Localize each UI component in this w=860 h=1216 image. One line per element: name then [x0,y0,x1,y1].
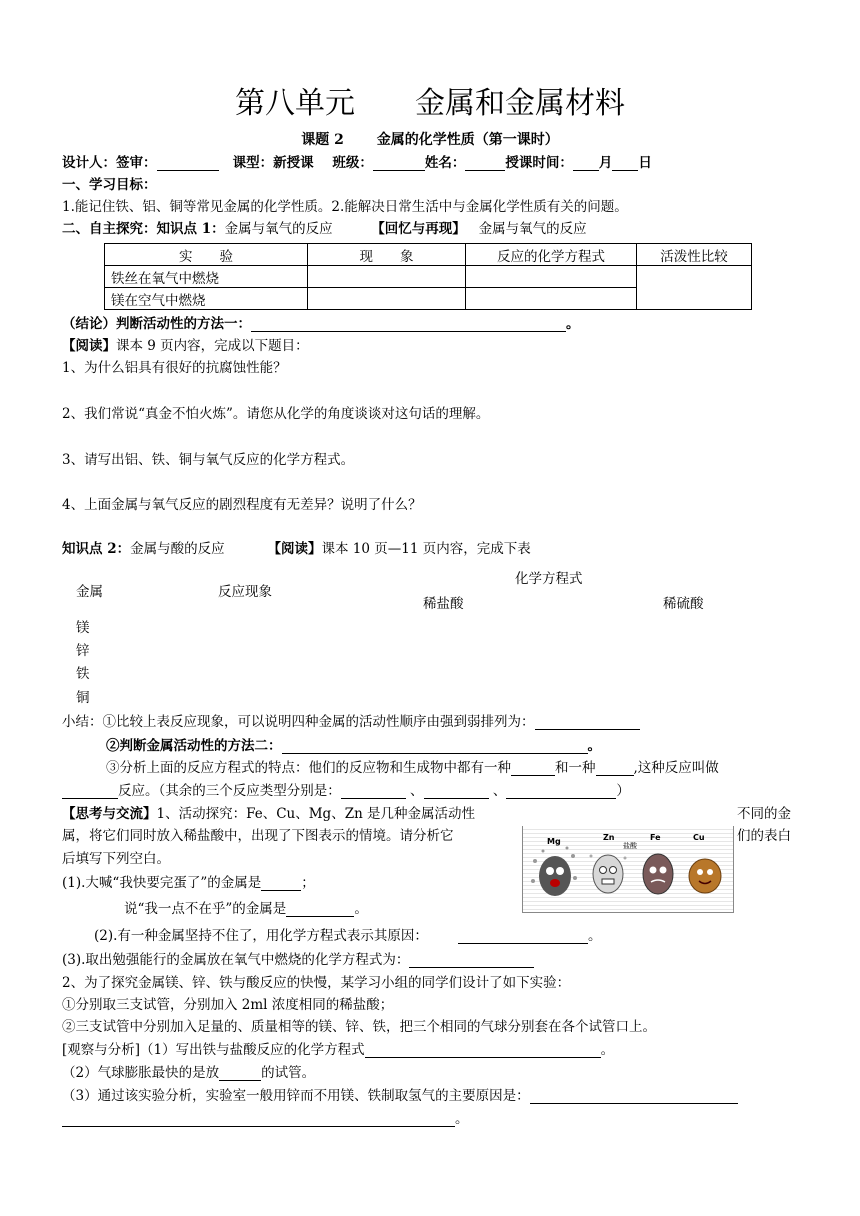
think-q3-text: (3).取出勉强能行的金属放在氧气中燃烧的化学方程式为： [62,952,410,968]
cell-mg-phenomenon[interactable] [308,288,466,310]
th-phenomenon: 现 象 [308,244,466,266]
sep-1: 、 [410,783,424,799]
summary-3a: ③分析上面的反应方程式的特点：他们的反应物和生成物中都有一种 [106,760,511,776]
exp2-q2a: （2）气球膨胀最快的是放 [62,1065,220,1081]
exp2-q3-end: 。 [455,1111,469,1127]
objectives-heading: 一、学习目标： [62,177,157,193]
metal-cu: 铜 [76,690,90,706]
summary-3b: 和一种 [555,760,596,776]
exp2-q2 [62,1065,315,1081]
exp2-q1 [62,1042,614,1058]
metal-mg: 镁 [76,620,90,636]
conclusion-label: （结论）判断活动性的方法一： [62,316,251,332]
th-dilute-h2so4: 稀硫酸 [663,596,704,612]
row-iron: 铁丝在氧气中燃烧 [105,266,308,288]
think-line1 [62,806,475,822]
exp2-q3-blank2[interactable] [62,1112,455,1127]
think-line1-text: 1、活动探究：Fe、Cu、Mg、Zn 是几种金属活动性 [156,806,476,822]
exp2-q1-end: 。 [600,1042,615,1058]
metal-zn: 锌 [76,643,90,659]
oxygen-reaction-table [104,243,752,310]
recall-label: 【回忆与再现】 [371,221,466,237]
summary-4-end: ） [616,783,630,799]
course-type: 课型：新授课 [232,155,314,171]
exp2-q3 [62,1088,738,1104]
conclusion-line: （结论）判断活动性的方法一： 。 [62,316,580,332]
label-acid: 盐酸 [623,842,637,850]
think-line3: 后填写下列空白。 [62,851,170,867]
th-reaction-phenomenon: 反应现象 [218,584,272,600]
designer-label: 设计人：签审： [62,155,157,171]
cell-iron-equation[interactable] [466,266,637,288]
name-label: 姓名： [424,155,466,171]
th-metal: 金属 [76,584,103,600]
th-experiment: 实 验 [105,244,308,266]
think-label: 【思考与交流】 [62,806,157,822]
name-blank[interactable] [465,156,505,171]
q2-blank[interactable] [458,929,588,944]
summary-2-text: ②判断金属活动性的方法二： [106,738,282,754]
section2-topic1: 金属与氧气的反应 [224,221,333,237]
question-4: 4、上面金属与氧气反应的剧烈程度有无差异？说明了什么？ [62,497,422,513]
th-equation: 反应的化学方程式 [466,244,637,266]
reading1-text: 课本 9 页内容，完成以下题目： [116,338,309,354]
think-q1b [124,901,368,917]
summary-3c: ,这种反应叫做 [633,760,719,776]
th-activity: 活泼性比较 [637,244,752,266]
reading1-label: 【阅读】 [62,338,116,354]
exp2-q1-blank[interactable] [365,1043,601,1058]
day-label: 日 [638,155,652,171]
think-q1b-text: 说“我一点不在乎”的金属是 [124,901,287,917]
label-zn: Zn [603,833,615,842]
exp2-q2-blank[interactable] [219,1066,261,1081]
summary-4a: 反应。（其余的三个反应类型分别是： [118,783,341,799]
metals-in-acid-figure [522,826,734,913]
th-chemical-equation: 化学方程式 [515,571,583,587]
sep-2: 、 [492,783,507,799]
think-q1b-end: 。 [354,901,368,917]
think-q3 [62,952,534,968]
summary-4 [62,783,630,799]
objectives-text: 1.能记住铁、铝、铜等常见金属的化学性质。2.能解决日常生活中与金属化学性质有关的问题。 [62,199,628,215]
think-q2-end: 。 [587,928,602,944]
q1b-blank[interactable] [286,902,354,917]
question-3: 3、请写出铝、铁、铜与氧气反应的化学方程式。 [62,452,355,468]
class-blank[interactable] [373,156,425,171]
exp2-step1: ①分别取三支试管，分别加入 2ml 浓度相同的稀盐酸； [62,997,394,1013]
cu-character [689,859,721,893]
section2-heading: 二、自主探究：知识点 1： [62,221,225,237]
cell-iron-phenomenon[interactable] [308,266,466,288]
th-dilute-hcl: 稀盐酸 [423,596,464,612]
class-label: 班级： [332,155,373,171]
think-line1-right: 不同的金 [737,806,791,822]
summary-3 [106,760,719,776]
fe-character [643,854,673,894]
cell-mg-equation[interactable] [466,288,637,310]
exp2-q3-line2 [62,1111,469,1127]
meta-line [62,155,652,171]
exp2-q3-blank[interactable] [530,1089,738,1104]
think-q1-end: ； [301,875,315,891]
kp2-reading-label: 【阅读】 [267,541,322,557]
think-q1-text: (1).大喊“我快要完蛋了”的金属是 [62,875,262,891]
metal-fe: 铁 [76,666,90,682]
think-line2-right: 们的表白 [737,828,791,844]
reviewer-blank[interactable] [157,156,219,171]
order-blank[interactable] [535,715,640,730]
think-q2-text: (2).有一种金属坚持不住了，用化学方程式表示其原因： [94,928,428,944]
conclusion-blank[interactable] [251,317,566,332]
month-label: 月 [598,155,613,171]
other-type-1[interactable] [341,784,406,799]
q3-blank[interactable] [409,953,534,968]
exp2-step2: ②三支试管中分别加入足量的、质量相等的镁、锌、铁，把三个相同的气球分别套在各个试管口上。 [62,1019,656,1035]
metals-illustration [523,826,733,912]
reading1-line [62,338,309,354]
method2-blank[interactable] [282,739,588,754]
summary-2: ②判断金属活动性的方法二： 。 [106,738,601,754]
summary-1-text: 小结：①比较上表反应现象，可以说明四种金属的活动性顺序由强到弱排列为： [62,714,535,730]
kp2-reading-text: 课本 10 页—11 页内容，完成下表 [321,541,531,557]
label-cu: Cu [693,833,705,842]
exp2-q3-text: （3）通过该实验分析，实验室一般用锌而不用镁、铁制取氢气的主要原因是： [62,1088,530,1104]
zn-character [590,855,627,894]
type1-blank[interactable] [511,761,555,776]
exp2-q2b: 的试管。 [261,1065,316,1081]
kp2-line [62,541,531,557]
kp2-label: 知识点 2： [62,541,131,557]
label-fe: Fe [650,833,661,842]
cell-activity[interactable] [637,266,752,310]
other-type-3[interactable] [506,784,616,799]
reaction-type-blank[interactable] [62,784,118,799]
exp2-q1-text: [观察与分析]（1）写出铁与盐酸反应的化学方程式 [62,1042,365,1058]
mg-character [531,847,577,897]
exp2-intro: 2、为了探究金属镁、锌、铁与酸反应的快慢，某学习小组的同学们设计了如下实验： [62,975,571,991]
time-label: 授课时间： [505,155,573,171]
section2-line [62,221,587,237]
month-blank[interactable] [573,156,599,171]
question-2: 2、我们常说“真金不怕火炼”。请您从化学的角度谈谈对这句话的理解。 [62,406,490,422]
label-mg: Mg [547,837,561,846]
think-q2 [94,928,601,944]
page-title: 第八单元 金属和金属材料 [235,86,625,121]
other-type-2[interactable] [424,784,489,799]
type2-blank[interactable] [596,761,634,776]
day-blank[interactable] [612,156,638,171]
think-q1 [62,875,315,891]
lesson-subtitle: 课题 2 金属的化学性质（第一课时） [301,132,559,148]
summary-1 [62,714,640,730]
think-line2: 属，将它们同时放入稀盐酸中，出现了下图表示的情境。请分析它 [62,828,454,844]
q1-blank[interactable] [261,876,301,891]
question-1: 1、为什么铝具有很好的抗腐蚀性能？ [62,360,287,376]
section2-topic2: 金属与氧气的反应 [478,221,587,237]
row-magnesium: 镁在空气中燃烧 [105,288,308,310]
kp2-topic: 金属与酸的反应 [130,541,225,557]
